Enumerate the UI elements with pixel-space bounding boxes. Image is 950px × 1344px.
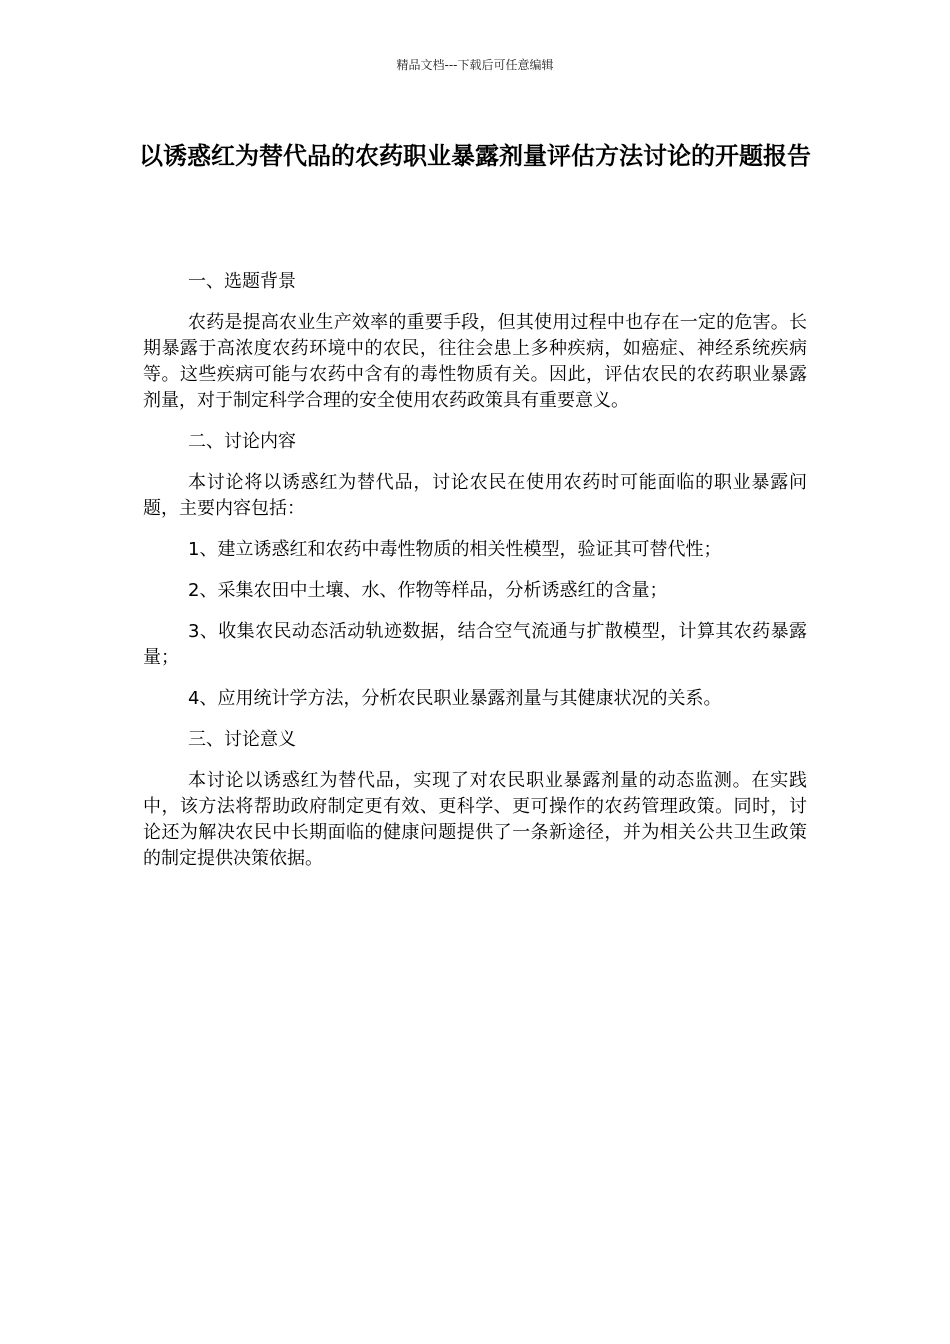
- document-body: [143, 269, 807, 887]
- paragraph-significance: 本讨论以诱惑红为替代品，实现了对农民职业暴露剂量的动态监测。在实践中，该方法将帮助政府制定更有效、更科学、更可操作的农药管理政策。同时，讨论还为解决农民中长期面临的健康问题提供了一条新途径，并为相关公共卫生政策的制定提供决策依据。: [143, 770, 807, 869]
- list-item-2: 2、采集农田中土壤、水、作物等样品，分析诱惑红的含量；: [188, 580, 668, 601]
- section-heading-significance: 三、讨论意义: [188, 729, 296, 750]
- section-heading-background: 一、选题背景: [188, 271, 296, 292]
- page-header: 精品文档---下载后可任意编辑: [396, 58, 554, 72]
- document-title: 以诱惑红为替代品的农药职业暴露剂量评估方法讨论的开题报告: [139, 142, 811, 170]
- paragraph-content-intro: 本讨论将以诱惑红为替代品，讨论农民在使用农药时可能面临的职业暴露问题，主要内容包括：: [143, 472, 807, 519]
- list-item-4: 4、应用统计学方法，分析农民职业暴露剂量与其健康状况的关系。: [188, 688, 722, 709]
- list-item-3: 3、收集农民动态活动轨迹数据，结合空气流通与扩散模型，计算其农药暴露量；: [143, 621, 807, 668]
- section-heading-content: 二、讨论内容: [188, 431, 296, 452]
- list-item-1: 1、建立诱惑红和农药中毒性物质的相关性模型，验证其可替代性；: [188, 539, 722, 560]
- paragraph-background: 农药是提高农业生产效率的重要手段，但其使用过程中也存在一定的危害。长期暴露于高浓度农药环境中的农民，往往会患上多种疾病，如癌症、神经系统疾病等。这些疾病可能与农药中含有的毒性物质有关。因此，评估农民的农药职业暴露剂量，对于制定科学合理的安全使用农药政策具有重要意义。: [143, 312, 807, 411]
